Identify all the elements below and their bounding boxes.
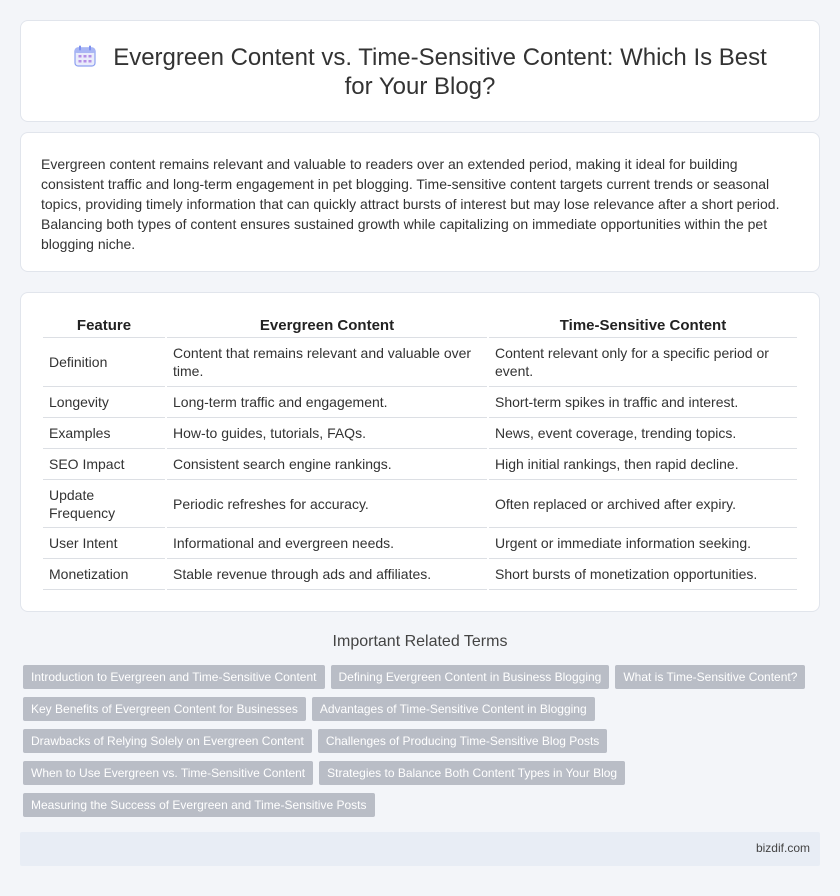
intro-card [20,132,820,272]
row-feature: Monetization [43,559,165,590]
header-evergreen: Evergreen Content [167,316,487,338]
related-term-tag[interactable]: Introduction to Evergreen and Time-Sensitive Content [23,665,325,689]
row-time-sensitive: High initial rankings, then rapid decline. [489,449,797,480]
row-feature: Definition [43,338,165,387]
table-row [43,338,797,387]
related-term-tag[interactable]: Strategies to Balance Both Content Types in Your Blog [319,761,625,785]
related-term-tag[interactable]: Measuring the Success of Evergreen and Time-Sensitive Posts [23,793,375,817]
table-row [43,449,797,480]
table-row [43,387,797,418]
intro-paragraph: Evergreen content remains relevant and valuable to readers over an extended period, making it ideal for building consistent traffic and long-term engagement in pet blogging. Time-sensitive content targets current trends or seasonal topics, providing timely information that can quickly attract bursts of interest but may lose relevance after a short period. Balancing both types of content ensures sustained growth while capitalizing on immediate opportunities within the pet blogging niche. [41,156,780,252]
related-term-tag[interactable]: Advantages of Time-Sensitive Content in Blogging [312,697,595,721]
related-terms-heading: Important Related Terms [332,633,508,650]
related-terms-list [23,665,813,817]
row-evergreen: Stable revenue through ads and affiliates. [167,559,487,590]
row-time-sensitive: Urgent or immediate information seeking. [489,528,797,559]
row-evergreen: Informational and evergreen needs. [167,528,487,559]
comparison-table [41,316,799,590]
comparison-card [20,292,820,612]
row-evergreen: Periodic refreshes for accuracy. [167,480,487,528]
row-feature: SEO Impact [43,449,165,480]
footer-bar [20,832,820,866]
title-card [20,20,820,122]
calendar-icon [73,44,97,68]
row-time-sensitive: News, event coverage, trending topics. [489,418,797,449]
page-title-wrap [61,43,779,101]
row-time-sensitive: Content relevant only for a specific period or event. [489,338,797,387]
row-evergreen: Long-term traffic and engagement. [167,387,487,418]
footer-site-link[interactable]: bizdif.com [755,841,810,855]
table-header-row [43,316,797,338]
related-term-tag[interactable]: Drawbacks of Relying Solely on Evergreen Content [23,729,312,753]
row-time-sensitive: Short-term spikes in traffic and interest. [489,387,797,418]
related-term-tag[interactable]: Challenges of Producing Time-Sensitive Blog Posts [318,729,607,753]
table-row [43,480,797,528]
row-evergreen: How-to guides, tutorials, FAQs. [167,418,487,449]
page-title: Evergreen Content vs. Time-Sensitive Content: Which Is Best for Your Blog? [113,44,767,100]
row-evergreen: Content that remains relevant and valuable over time. [167,338,487,387]
related-term-tag[interactable]: Defining Evergreen Content in Business Blogging [331,665,610,689]
table-row [43,528,797,559]
row-feature: Longevity [43,387,165,418]
row-feature: User Intent [43,528,165,559]
related-term-tag[interactable]: Key Benefits of Evergreen Content for Businesses [23,697,306,721]
table-row [43,418,797,449]
header-feature: Feature [43,316,165,338]
table-row [43,559,797,590]
header-time-sensitive: Time-Sensitive Content [489,316,797,338]
row-feature: Examples [43,418,165,449]
row-time-sensitive: Short bursts of monetization opportunities. [489,559,797,590]
row-evergreen: Consistent search engine rankings. [167,449,487,480]
related-term-tag[interactable]: What is Time-Sensitive Content? [615,665,805,689]
row-feature: Update Frequency [43,480,165,528]
row-time-sensitive: Often replaced or archived after expiry. [489,480,797,528]
related-term-tag[interactable]: When to Use Evergreen vs. Time-Sensitive Content [23,761,313,785]
